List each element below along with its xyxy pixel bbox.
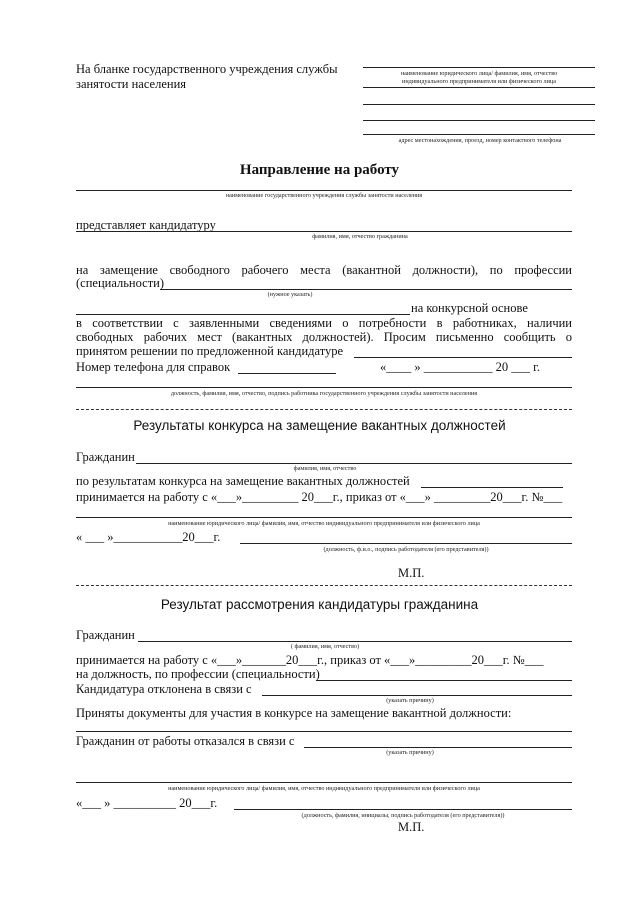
phone-label: Номер телефона для справок [76, 360, 231, 374]
section3-refused-label: Гражданин от работы отказался в связи с [76, 734, 295, 748]
paragraph1-line1: на замещение свободного рабочего места (вакантной должности), по профессии [76, 263, 572, 277]
candidate-label: представляет кандидатуру [76, 218, 216, 232]
section3-hired-line[interactable]: принимается на работу с «___»_______20___г., приказ от «___»_________20___г. №___ [76, 653, 544, 667]
section3-sign-field[interactable] [234, 809, 572, 810]
section3-reason-caption-2: (указать причину) [386, 749, 434, 756]
paragraph1-line2: (специальности) [76, 276, 165, 290]
section3-heading: Результат рассмотрения кандидатуры гражданина [160, 597, 479, 612]
signer-field[interactable] [76, 387, 572, 388]
section3-reason-caption: (указать причину) [386, 697, 434, 704]
competitive-basis-text: на конкурсной основе [411, 301, 528, 315]
section2-sign-caption: (должность, ф.и.о., подпись работодателя (его представителя)) [323, 546, 489, 553]
section3-rejected-label: Кандидатура отклонена в связи с [76, 682, 252, 696]
section3-sign-caption: (должность, фамилия, инициалы, подпись работодателя (его представителя)) [301, 812, 505, 819]
profession-field-2[interactable] [76, 314, 410, 315]
employer-name-field[interactable] [363, 67, 595, 68]
employer-name-field-underline [363, 87, 595, 88]
section2-employer-field[interactable] [76, 517, 572, 518]
header-note-line2: занятости населения [76, 77, 187, 91]
section3-employer-caption: наименование юридического лица/ фамилия, имя, отчество индивидуального предпринимателя или физического лица [168, 785, 480, 792]
header-note-line1: На бланке государственного учреждения службы [76, 62, 338, 76]
candidate-fio-field[interactable] [76, 231, 572, 232]
section3-citizen-label: Гражданин [76, 628, 135, 642]
employer-address-field-2[interactable] [363, 120, 595, 121]
section3-position-label: на должность, по профессии (специальности) [76, 667, 320, 681]
paragraph2-line1: в соответствии с заявленными сведениями о потребности в работниках, наличии [76, 316, 572, 330]
section2-employer-caption: наименование юридического лица/ фамилия, имя, отчество индивидуального предпринимателя или физического лица [168, 520, 480, 527]
section2-citizen-field[interactable] [136, 463, 572, 464]
section3-employer-field[interactable] [76, 782, 572, 783]
page-title: Направление на работу [239, 162, 400, 178]
employer-address-caption: адрес местонахождения, проезд, номер контактного телефона [398, 137, 562, 144]
paragraph2-line3: принятом решении по предложенной кандидатуре [76, 344, 344, 358]
section3-rejected-field[interactable] [262, 695, 572, 696]
phone-field[interactable] [238, 373, 336, 374]
needed-caption: (нужное указать) [267, 291, 313, 298]
section2-heading: Результаты конкурса на замещение вакантных должностей [133, 418, 506, 433]
section3-docs-field[interactable] [76, 731, 572, 732]
candidate-fio-caption: фамилия, имя, отчество гражданина [312, 233, 408, 240]
section3-docs-label: Приняты документы для участия в конкурсе на замещение вакантной должности: [76, 706, 512, 720]
section3-date[interactable]: «___ » __________ 20___г. [76, 796, 218, 810]
cut-line-2 [76, 585, 572, 586]
section2-fio-caption: фамилия, имя, отчество [293, 465, 357, 472]
signer-caption: должность, фамилия, имя, отчество, подпись работника государственного учреждения службы занятости населения [170, 390, 478, 397]
phone-date[interactable]: «____ » ___________ 20 ___ г. [380, 360, 540, 374]
cut-line-1 [76, 409, 572, 410]
section2-sign-field[interactable] [240, 543, 572, 544]
paragraph2-line2: свободных рабочих мест (вакантных должностей). Просим письменно сообщить о [76, 330, 572, 344]
section2-citizen-label: Гражданин [76, 450, 135, 464]
employer-name-caption-2: индивидуального предпринимателя или физического лица [402, 78, 556, 85]
section2-date[interactable]: « ___ »___________20___г. [76, 530, 221, 544]
section3-fio-caption: ( фамилия, имя, отчество) [290, 643, 360, 650]
decision-field[interactable] [354, 357, 572, 358]
section3-refused-field[interactable] [304, 747, 572, 748]
section2-results-field[interactable] [421, 487, 563, 488]
employer-address-field-3[interactable] [363, 134, 595, 135]
section3-stamp: М.П. [398, 820, 425, 834]
section2-results-text: по результатам конкурса на замещение вакантных должностей [76, 474, 410, 488]
agency-name-caption: наименование государственного учреждения службы занятости населения [225, 192, 423, 199]
employer-name-caption-1: наименование юридического лица/ фамилия, имя, отчество [400, 70, 558, 77]
profession-field[interactable] [160, 289, 572, 290]
employer-address-field-1[interactable] [363, 104, 595, 105]
section3-position-field[interactable] [316, 680, 572, 681]
agency-name-field[interactable] [76, 190, 572, 191]
section3-citizen-field[interactable] [138, 641, 572, 642]
section2-stamp: М.П. [398, 566, 425, 580]
section2-hired-line[interactable]: принимается на работу с «___»_________ 20___г., приказ от «___» _________20___г. №___ [76, 490, 563, 504]
